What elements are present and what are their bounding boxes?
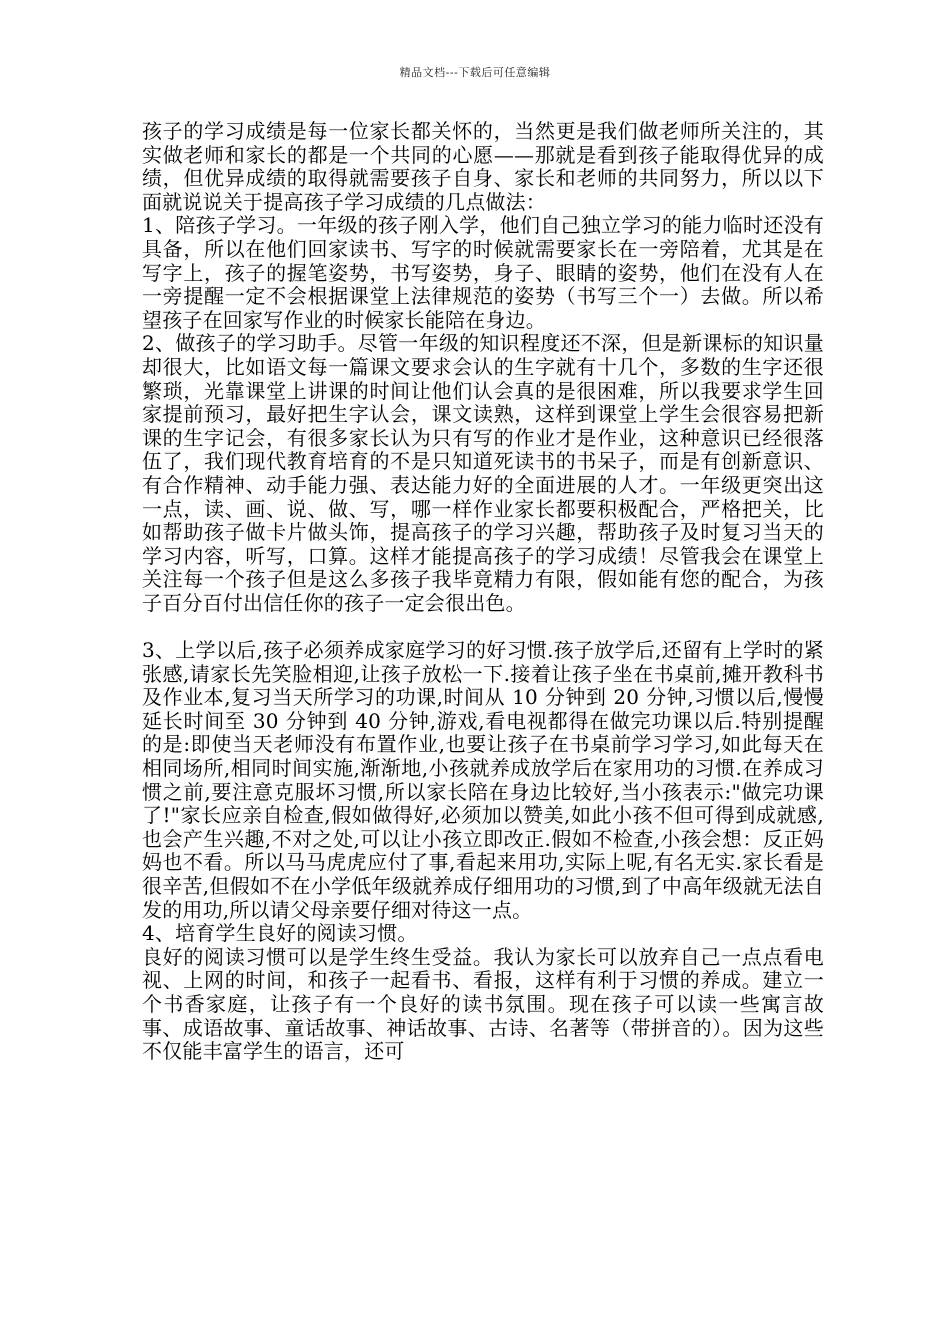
paragraph-item-4-body: 良好的阅读习惯可以是学生终生受益。我认为家长可以放弃自己一点点看电视、上网的时间，和孩子一起看书、看报，这样有利于习惯的养成。建立一个书香家庭，让孩子有一个良好的读书氛围。现在孩子可以读一些寓言故事、成语故事、童话故事、神话故事、古诗、名著等（带拼音的）。因为这些不仅能丰富学生的语言，还可: [142, 944, 824, 1064]
document-body: [142, 120, 824, 1064]
paragraph-intro: 孩子的学习成绩是每一位家长都关怀的，当然更是我们做老师所关注的，其实做老师和家长的都是一个共同的心愿——那就是看到孩子能取得优异的成绩，但优异成绩的取得就需要孩子自身、家长和老师的共同努力，所以以下面就说说关于提高孩子学习成绩的几点做法：: [142, 119, 824, 214]
paragraph-item-1: 1、陪孩子学习。一年级的孩子刚入学，他们自己独立学习的能力临时还没有具备，所以在他们回家读书、写字的时候就需要家长在一旁陪着，尤其是在写字上，孩子的握笔姿势，书写姿势，身子、眼睛的姿势，他们在没有人在一旁提醒一定不会根据课堂上法律规范的姿势（书写三个一）去做。所以希望孩子在回家写作业的时候家长能陪在身边。: [142, 213, 824, 332]
page-header: 精品文档---下载后可任意编辑: [399, 66, 551, 79]
paragraph-item-3: 3、上学以后,孩子必须养成家庭学习的好习惯.孩子放学后,还留有上学时的紧张感,请家长先笑脸相迎,让孩子放松一下.接着让孩子坐在书桌前,摊开教科书及作业本,复习当天所学习的功课,时间从 10 分钟到 20 分钟,习惯以后,慢慢延长时间至 30 分钟到 40 分钟,游戏,看电视都得在做完功课以后.特别提醒的是:即使当天老师没有布置作业,也要让孩子在书桌前学习学习,如此每天在相同场所,相同时间实施,渐渐地,小孩就养成放学后在家用功的习惯.在养成习惯之前,要注意克服坏习惯,所以家长陪在身边比较好,当小孩表示:"做完功课了!"家长应亲自检查,假如做得好,必须加以赞美,如此小孩不但可得到成就感,也会产生兴趣,不对之处,可以让小孩立即改正.假如不检查,小孩会想：反正妈妈也不看。所以马马虎虎应付了事,看起来用功,实际上呢,有名无实.家长看是很辛苦,但假如不在小学低年级就养成仔细用功的习惯,到了中高年级就无法自发的用功,所以请父母亲要仔细对待这一点。: [142, 638, 824, 922]
paragraph-item-4-heading: 4、培育学生良好的阅读习惯。: [142, 921, 418, 946]
paragraph-item-2: 2、做孩子的学习助手。尽管一年级的知识程度还不深，但是新课标的知识量却很大，比如语文每一篇课文要求会认的生字就有十几个，多数的生字还很繁琐，光靠课堂上讲课的时间让他们认会真的是很困难，所以我要求学生回家提前预习，最好把生字认会，课文读熟，这样到课堂上学生会很容易把新课的生字记会，有很多家长认为只有写的作业才是作业，这种意识已经很落伍了，我们现代教育培育的不是只知道死读书的书呆子，而是有创新意识、有合作精神、动手能力强、表达能力好的全面进展的人才。一年级更突出这一点，读、画、说、做、写，哪一样作业家长都要积极配合，严格把关，比如帮助孩子做卡片做头饰，提高孩子的学习兴趣，帮助孩子及时复习当天的学习内容，听写，口算。这样才能提高孩子的学习成绩！尽管我会在课堂上关注每一个孩子但是这么多孩子我毕竟精力有限，假如能有您的配合，为孩子百分百付出信任你的孩子一定会很出色。: [142, 331, 824, 615]
